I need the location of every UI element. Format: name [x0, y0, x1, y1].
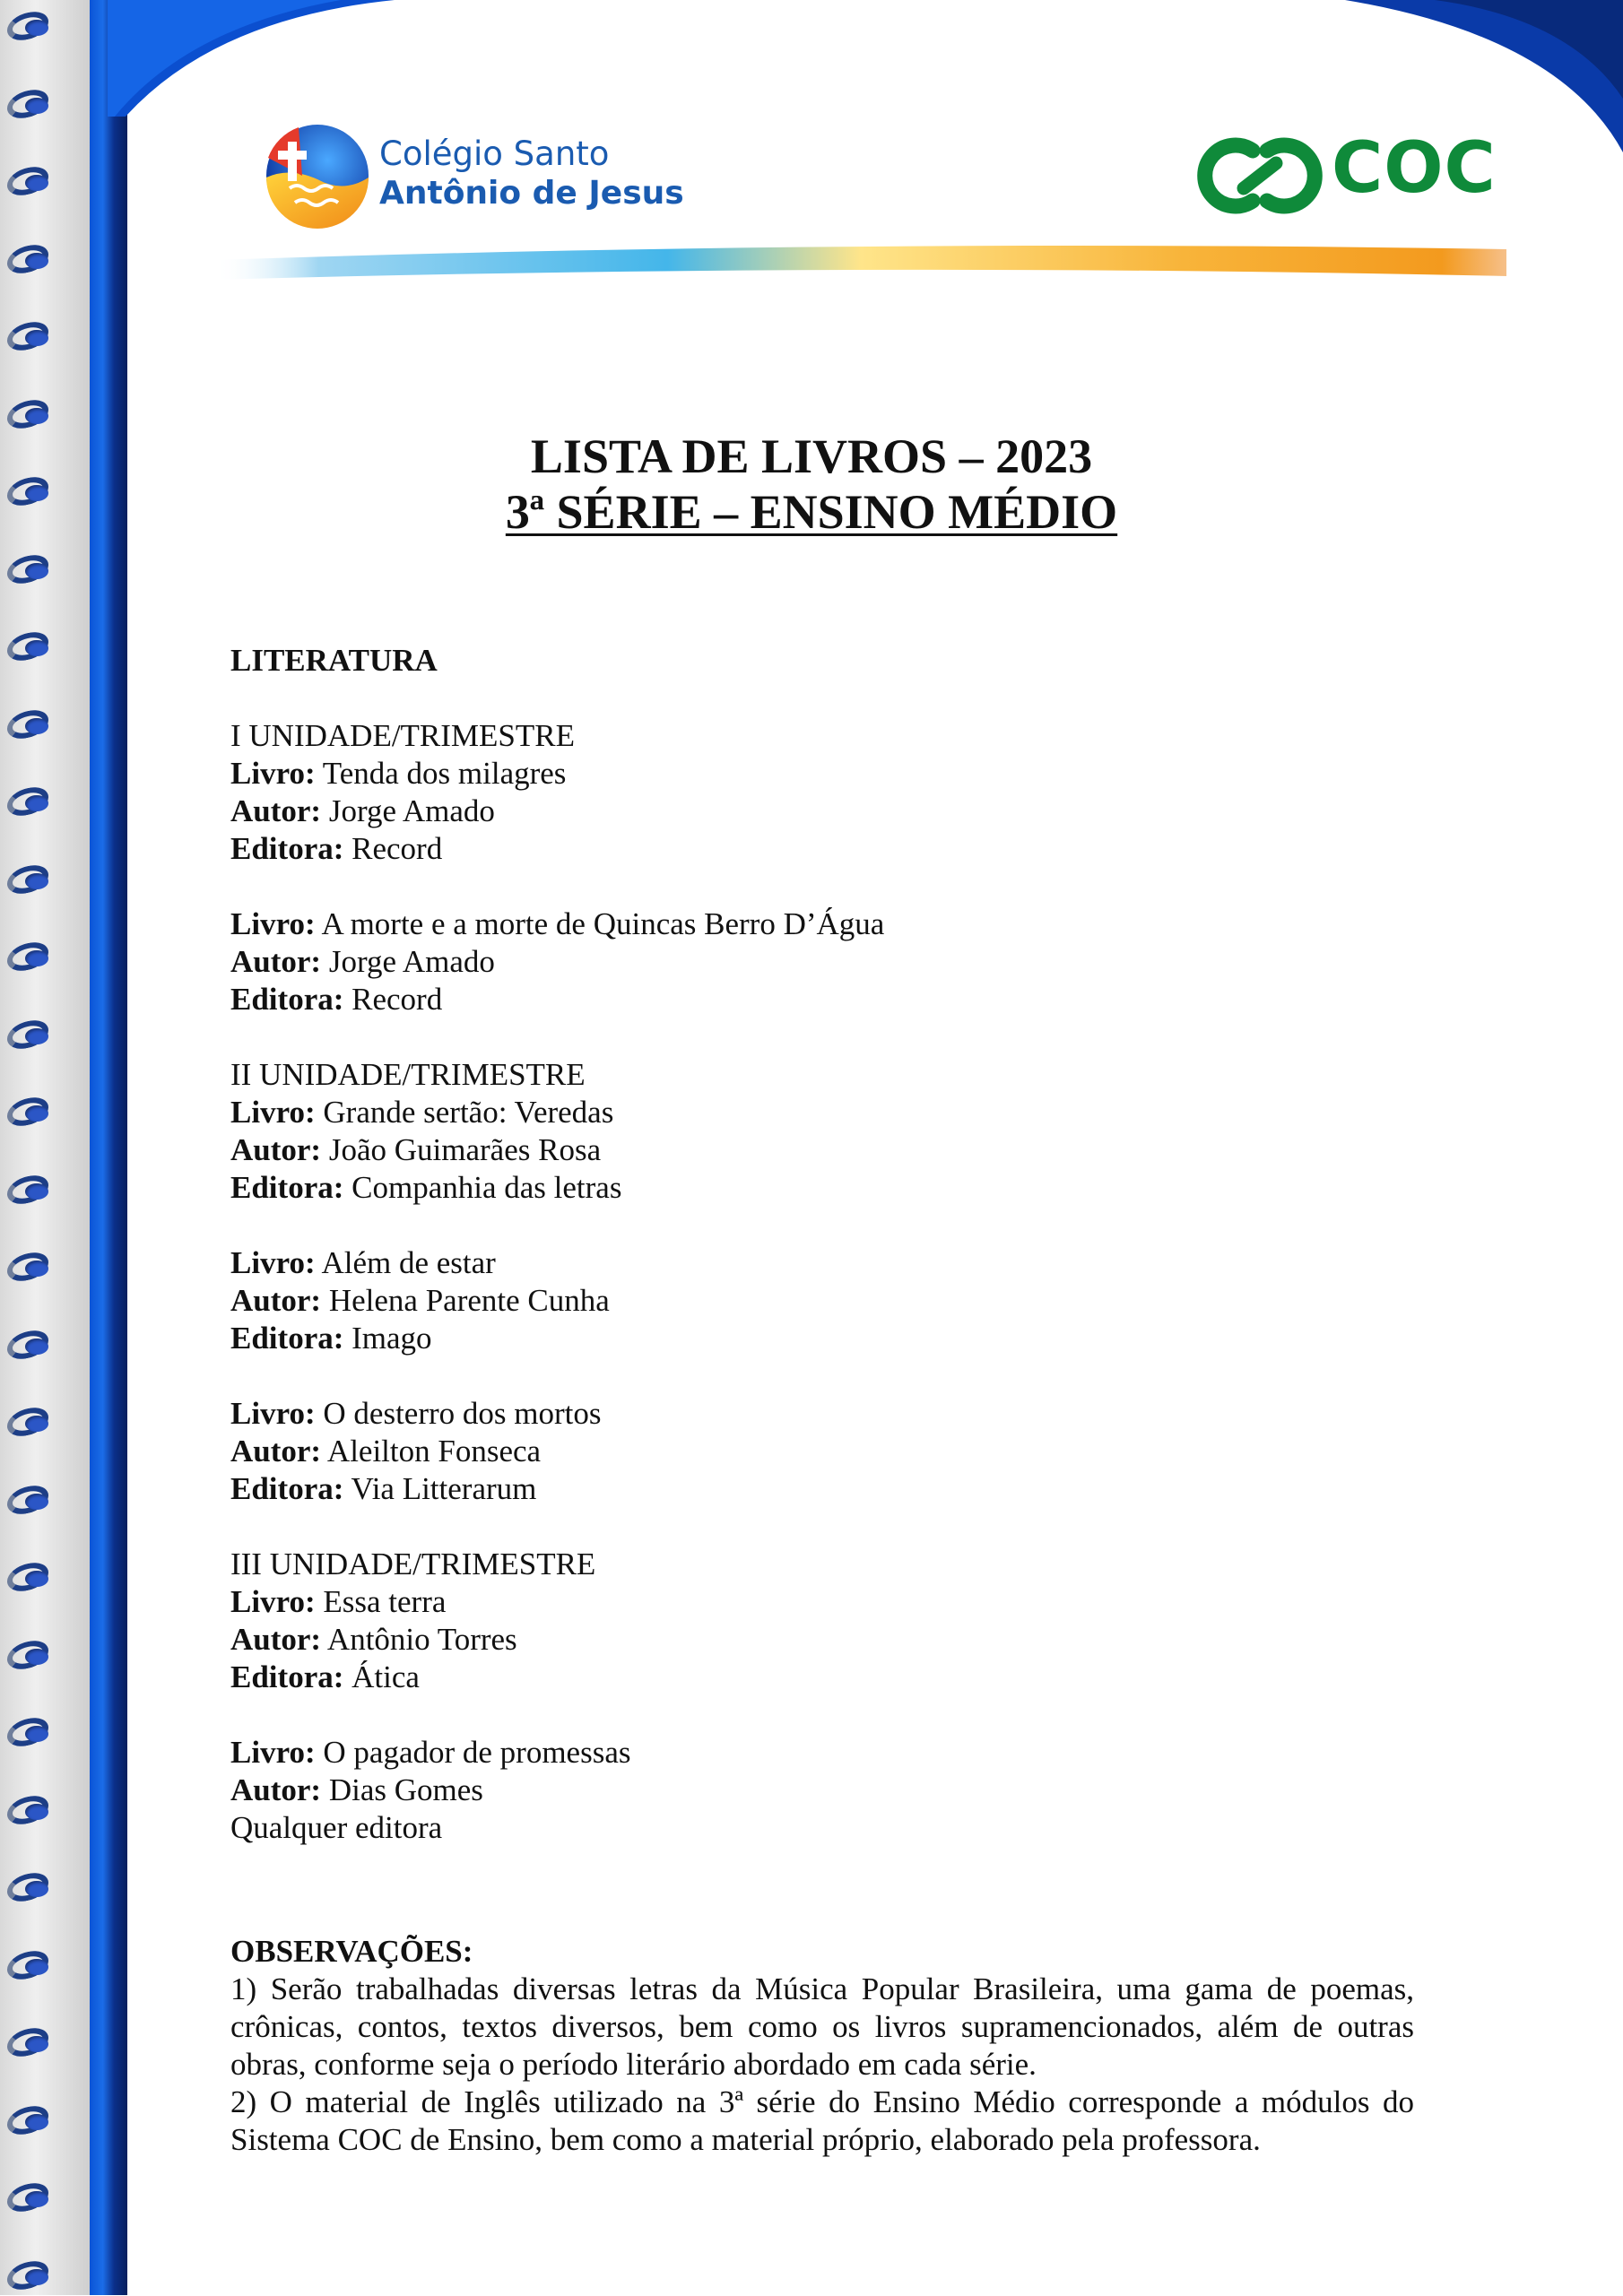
spiral-ring: [7, 1946, 57, 1986]
title-line2: 3ª SÉRIE – ENSINO MÉDIO: [505, 485, 1118, 539]
spiral-ring: [7, 7, 57, 47]
book-publisher: Via Litterarum: [351, 1471, 537, 1506]
spiral-ring: [7, 628, 57, 667]
book-title: Tenda dos milagres: [322, 756, 567, 791]
book-publisher: Ática: [352, 1659, 420, 1694]
spiral-ring: [7, 85, 57, 125]
book-author: Jorge Amado: [328, 793, 495, 828]
book-title: Grande sertão: Veredas: [323, 1095, 614, 1130]
school-name-line1: Colégio Santo: [379, 134, 610, 173]
page-blue-edge: [90, 0, 127, 2295]
book-label: Livro:: [230, 1095, 316, 1130]
spiral-ring: [7, 938, 57, 977]
author-label: Autor:: [230, 1622, 322, 1657]
book-entry: [230, 905, 1414, 1018]
author-label: Autor:: [230, 1132, 322, 1167]
book-entry: [230, 1395, 1414, 1508]
author-label: Autor:: [230, 1434, 322, 1469]
school-logo: [263, 122, 693, 230]
spiral-ring: [7, 2257, 57, 2296]
publisher-label: Editora:: [230, 1321, 344, 1356]
page-title: [0, 429, 1623, 540]
book-title: O desterro dos mortos: [323, 1396, 602, 1431]
unit-heading: II UNIDADE/TRIMESTRE: [230, 1057, 586, 1092]
book-entry: [230, 1583, 1414, 1696]
book-label: Livro:: [230, 1584, 316, 1619]
spiral-ring: [7, 2023, 57, 2063]
spiral-ring: [7, 1713, 57, 1753]
author-label: Autor:: [230, 944, 322, 979]
observations-heading: OBSERVAÇÕES:: [230, 1934, 473, 1969]
book-publisher-note: Qualquer editora: [230, 1810, 443, 1845]
coc-emblem-icon: [1197, 133, 1323, 218]
spiral-ring: [7, 1791, 57, 1831]
book-entry: [230, 1734, 1414, 1847]
spiral-ring: [7, 1636, 57, 1676]
school-emblem-icon: [263, 122, 372, 230]
spiral-ring: [7, 1016, 57, 1055]
spiral-ring: [7, 1481, 57, 1521]
observations-list: [230, 1971, 1414, 2159]
spiral-ring: [7, 861, 57, 900]
school-name: [379, 134, 684, 213]
unit-heading: I UNIDADE/TRIMESTRE: [230, 718, 575, 753]
spiral-ring: [7, 1403, 57, 1443]
book-publisher: Record: [352, 982, 443, 1017]
spiral-ring: [7, 1248, 57, 1287]
book-entry: [230, 1244, 1414, 1357]
publisher-label: Editora:: [230, 982, 344, 1017]
book-author: Aleilton Fonseca: [326, 1434, 542, 1469]
book-title: Essa terra: [323, 1584, 447, 1619]
spiral-binding: [0, 0, 90, 2295]
book-label: Livro:: [230, 756, 316, 791]
spiral-ring: [7, 240, 57, 280]
book-title: Além de estar: [321, 1245, 496, 1280]
book-title: A morte e a morte de Quincas Berro D’Água: [321, 906, 885, 941]
school-name-line2: Antônio de Jesus: [379, 175, 684, 212]
publisher-label: Editora:: [230, 831, 344, 866]
spiral-ring: [7, 2101, 57, 2141]
spiral-ring: [7, 1171, 57, 1210]
spiral-ring: [7, 1558, 57, 1598]
book-title: O pagador de promessas: [323, 1735, 631, 1770]
spiral-ring: [7, 2179, 57, 2218]
author-label: Autor:: [230, 793, 322, 828]
publisher-label: Editora:: [230, 1659, 344, 1694]
spiral-ring: [7, 1868, 57, 1908]
book-publisher: Imago: [352, 1321, 432, 1356]
spiral-ring: [7, 1326, 57, 1365]
top-left-corner-decoration: [108, 0, 395, 117]
book-label: Livro:: [230, 1245, 316, 1280]
book-label: Livro:: [230, 906, 316, 941]
document-body: [230, 642, 1414, 2159]
book-author: Dias Gomes: [328, 1772, 483, 1807]
unit-heading: III UNIDADE/TRIMESTRE: [230, 1547, 596, 1581]
spiral-ring: [7, 706, 57, 745]
observation-item: 2) O material de Inglês utilizado na 3ª série do Ensino Médio corresponde a módulos do Sistema COC de Ensino, bem como a material próprio, elaborado pela professora.: [230, 2084, 1414, 2157]
book-author: Antônio Torres: [326, 1622, 517, 1657]
book-label: Livro:: [230, 1396, 316, 1431]
spiral-ring: [7, 317, 57, 357]
spiral-ring: [7, 1093, 57, 1132]
coc-logo: [1197, 124, 1497, 222]
book-publisher: Companhia das letras: [352, 1170, 622, 1205]
book-entry: [230, 755, 1414, 868]
book-author: João Guimarães Rosa: [328, 1132, 602, 1167]
publisher-label: Editora:: [230, 1170, 344, 1205]
book-label: Livro:: [230, 1735, 316, 1770]
spiral-ring: [7, 550, 57, 590]
publisher-label: Editora:: [230, 1471, 344, 1506]
title-line1: LISTA DE LIVROS – 2023: [530, 429, 1093, 483]
book-author: Helena Parente Cunha: [328, 1283, 610, 1318]
spiral-ring: [7, 783, 57, 822]
book-publisher: Record: [352, 831, 443, 866]
book-author: Jorge Amado: [328, 944, 495, 979]
author-label: Autor:: [230, 1772, 322, 1807]
book-entry: [230, 1094, 1414, 1207]
observation-item: 1) Serão trabalhadas diversas letras da Música Popular Brasileira, uma gama de poemas, crônicas, contos, textos diversos, bem como os livros supramencionados, além de outras obras, conforme seja o período literário abordado em cada série.: [230, 1971, 1414, 2082]
section-heading-literatura: LITERATURA: [230, 643, 438, 678]
coc-logo-text: COC: [1332, 128, 1497, 209]
author-label: Autor:: [230, 1283, 322, 1318]
spiral-ring: [7, 162, 57, 202]
header-color-stripe: [215, 244, 1506, 298]
